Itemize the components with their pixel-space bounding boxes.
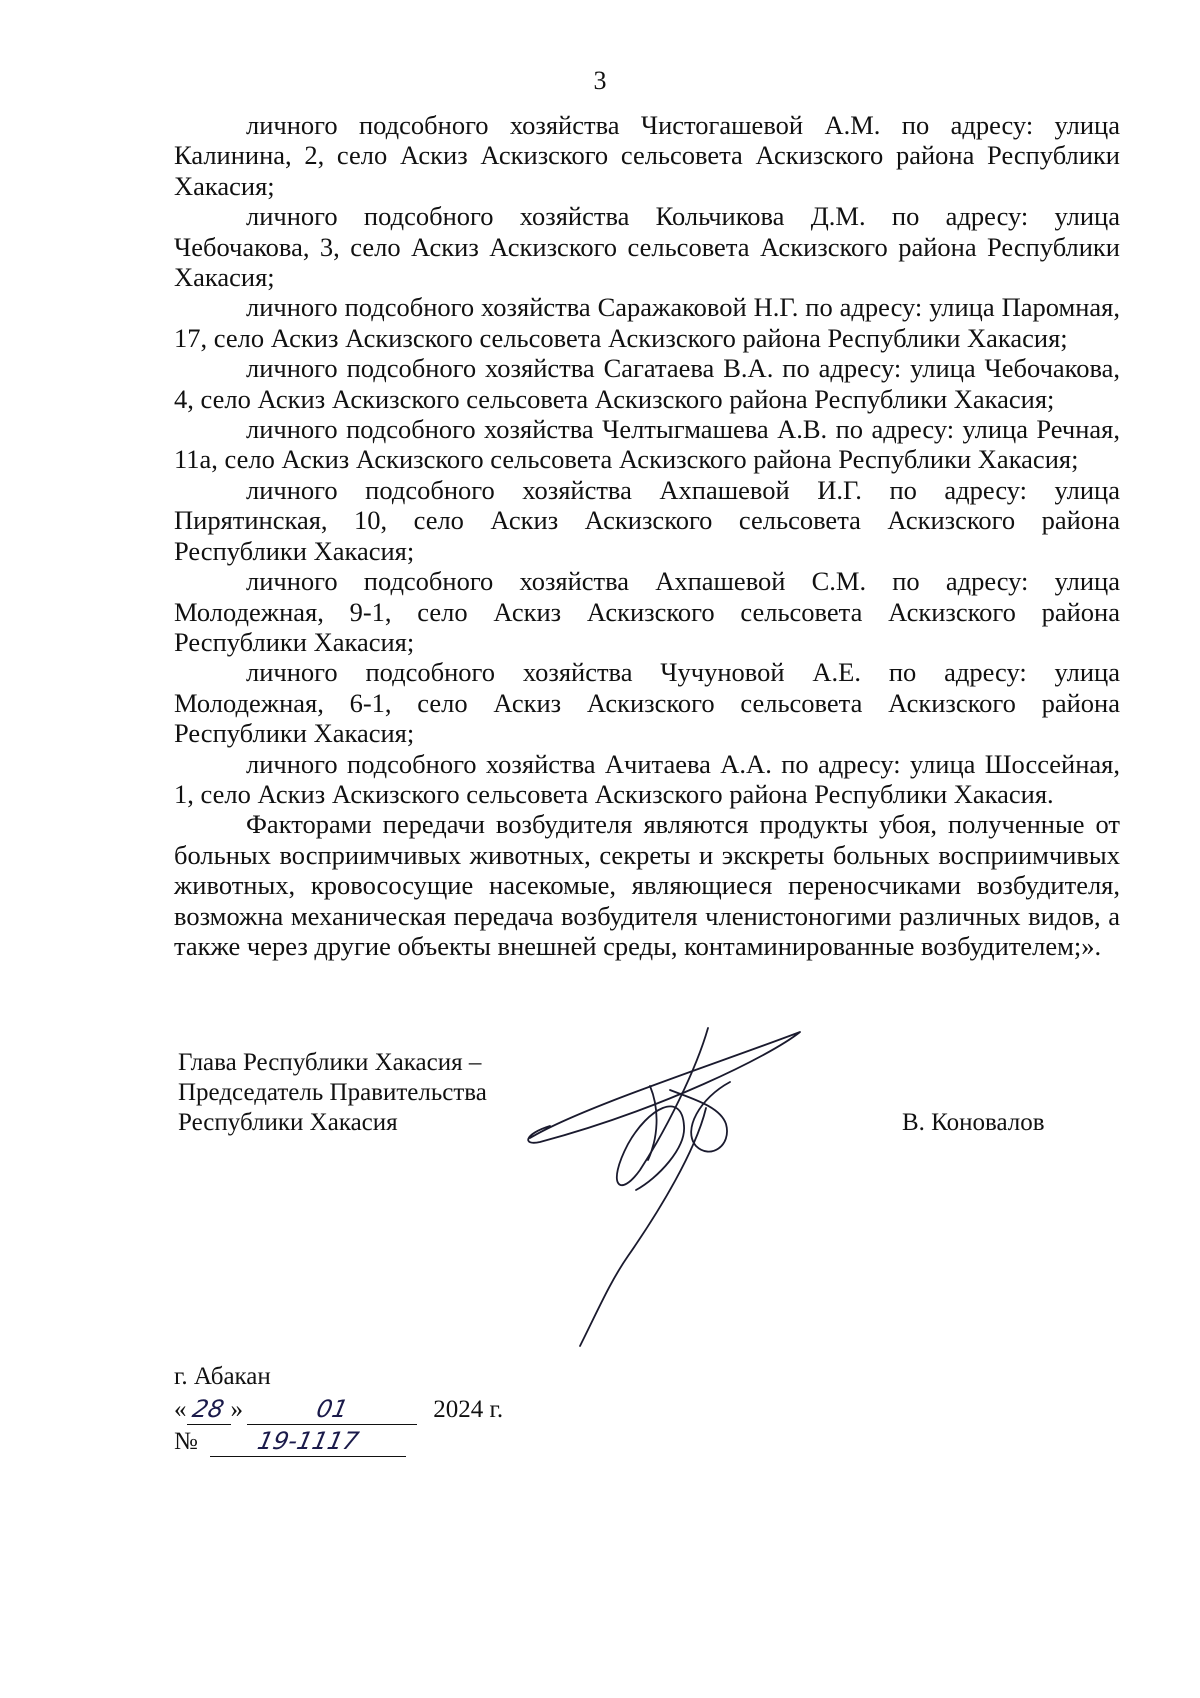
paragraph: личного подсобного хозяйства Чучуновой А.Е. по адресу: улица Молодежная, 6-1, село Аскиз Аскизского сельсовета Аскизского района Республики Хакасия; (174, 657, 1120, 749)
signer-position-line: Глава Республики Хакасия – (178, 1049, 482, 1076)
paragraph: личного подсобного хозяйства Ачитаева А.А. по адресу: улица Шоссейная, 1, село Аскиз Аскизского сельсовета Аскизского района Республики Хакасия. (174, 748, 1120, 809)
date-quote-close: » (230, 1396, 243, 1423)
document-number (210, 1426, 406, 1457)
paragraph: личного подсобного хозяйства Челтыгмашева А.В. по адресу: улица Речная, 11а, село Аскиз Аскизского сельсовета Аскизского района Республики Хакасия; (174, 414, 1120, 475)
paragraph: личного подсобного хозяйства Сагатаева В.А. по адресу: улица Чебочакова, 4, село Аскиз Аскизского сельсовета Аскизского района Республики Хакасия; (174, 353, 1120, 414)
document-footer (174, 1362, 503, 1458)
paragraph: личного подсобного хозяйства Ахпашевой С.М. по адресу: улица Молодежная, 9-1, село Аскиз Аскизского сельсовета Аскизского района Республики Хакасия; (174, 566, 1120, 657)
city-line (174, 1362, 503, 1394)
document-number-value: 19-1117 (254, 1427, 362, 1455)
paragraph: личного подсобного хозяйства Саражаковой Н.Г. по адресу: улица Паромная, 17, село Аскиз Аскизского сельсовета Аскизского района Республики Хакасия; (174, 292, 1120, 353)
signer-name: В. Коновалов (902, 1109, 1045, 1136)
signer-position-line: Республики Хакасия (178, 1109, 398, 1136)
document-body (174, 110, 1120, 961)
paragraph: личного подсобного хозяйства Чистогашевой А.М. по адресу: улица Калинина, 2, село Аскиз Аскизского сельсовета Аскизского района Республики Хакасия; (174, 110, 1120, 201)
city: г. Абакан (174, 1363, 271, 1390)
date-year: 2024 г. (433, 1396, 504, 1423)
number-line (174, 1426, 503, 1458)
page-number: 3 (593, 66, 607, 95)
date-month (247, 1394, 417, 1425)
signer-position-line: Председатель Правительства (178, 1079, 487, 1106)
number-label: № (174, 1428, 198, 1455)
handwritten-signature (510, 1020, 830, 1360)
paragraph: личного подсобного хозяйства Кольчикова Д.М. по адресу: улица Чебочакова, 3, село Аскиз Аскизского сельсовета Аскизского района Республики Хакасия; (174, 201, 1120, 293)
date-quote-open: « (174, 1396, 187, 1423)
date-day (187, 1394, 231, 1425)
date-month-value: 01 (313, 1395, 351, 1423)
date-day-value: 28 (190, 1395, 227, 1423)
paragraph: Факторами передачи возбудителя являются продукты убоя, полученные от больных восприимчивых животных, секреты и экскреты больных восприимчивых животных, кровососущие насекомые, являющиеся переносчиками возбудителя, возможна механическая передача возбудителя членистоногими различных видов, а также через другие объекты внешней среды, контаминированные возбудителем;». (174, 809, 1120, 961)
paragraph: личного подсобного хозяйства Ахпашевой И.Г. по адресу: улица Пирятинская, 10, село Аскиз Аскизского сельсовета Аскизского района Республики Хакасия; (174, 474, 1120, 566)
date-line (174, 1394, 503, 1426)
